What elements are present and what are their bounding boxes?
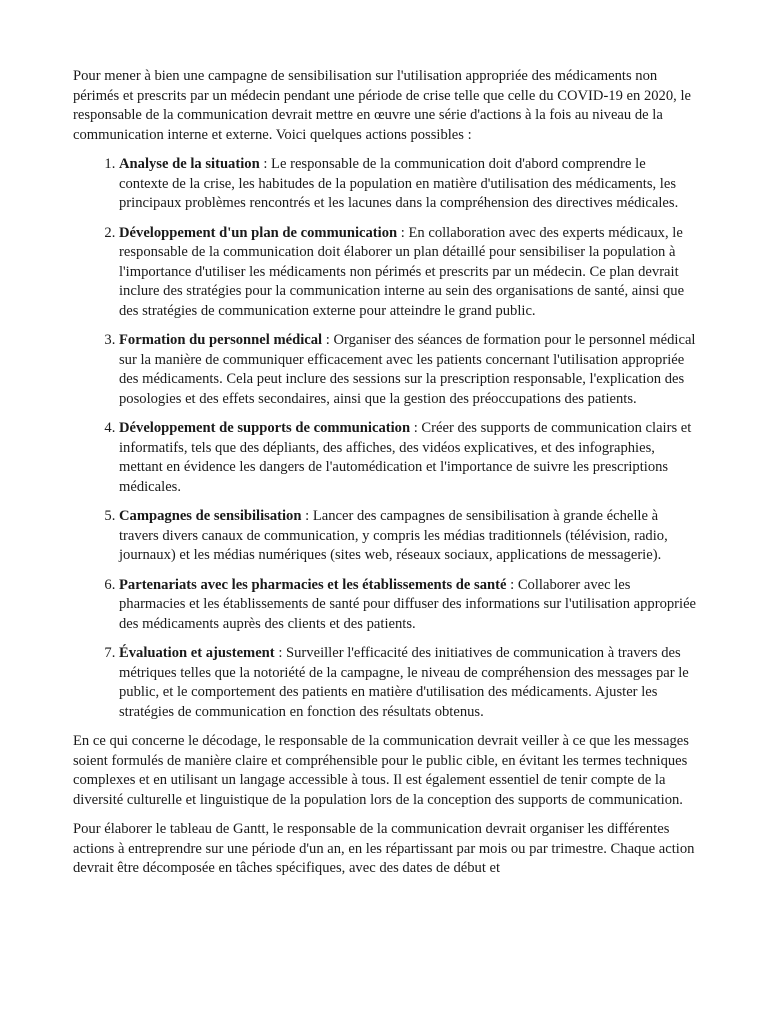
- list-item: [119, 576, 698, 635]
- action-text: : Surveiller l'efficacité des initiatives de communication à travers des métriques telles que la notoriété de la campagne, le niveau de compréhension des messages par le public, et le comportement des patients en matière d'utilisation des médicaments. Ajuster les stratégies de communication en fonction des résultats obtenus.: [119, 645, 689, 720]
- document-page: [73, 67, 698, 889]
- decodage-paragraph: En ce qui concerne le décodage, le responsable de la communication devrait veiller à ce que les messages soient formulés de manière claire et compréhensible pour le public cible, en évitant les termes techniques complexes et en utilisant un langage accessible à tous. Il est également essentiel de tenir compte de la diversité culturelle et linguistique de la population lors de la conception des supports de communication.: [73, 733, 689, 808]
- action-text: : Organiser des séances de formation pour le personnel médical sur la manière de communiquer efficacement avec les patients concernant l'utilisation appropriée des médicaments. Cela peut inclure des sessions sur la prescription responsable, l'explication des posologies et des effets secondaires, ainsi que la gestion des préoccupations des patients.: [119, 332, 696, 407]
- list-item: [119, 644, 698, 722]
- action-title: Développement d'un plan de communication: [119, 224, 398, 241]
- intro-paragraph: Pour mener à bien une campagne de sensibilisation sur l'utilisation appropriée des médicaments non périmés et prescrits par un médecin pendant une période de crise telle que celle du COVID-19 en 2020, le responsable de la communication devrait mettre en œuvre une série d'actions à la fois au niveau de la communication interne et externe. Voici quelques actions possibles :: [73, 68, 691, 143]
- action-text: : Lancer des campagnes de sensibilisation à grande échelle à travers divers canaux de communication, y compris les médias traditionnels (télévision, radio, journaux) et les médias numériques (sites web, réseaux sociaux, applications de messagerie).: [119, 508, 668, 563]
- action-text: : Collaborer avec les pharmacies et les établissements de santé pour diffuser des informations sur l'utilisation appropriée des médicaments auprès des clients et des patients.: [119, 576, 697, 632]
- gantt-paragraph: Pour élaborer le tableau de Gantt, le responsable de la communication devrait organiser les différentes actions à entreprendre sur une période d'un an, en les répartissant par mois ou par trimestre. Chaque action devrait être décomposée en tâches spécifiques, avec des dates de début et: [73, 821, 695, 876]
- action-text: : Le responsable de la communication doit d'abord comprendre le contexte de la crise, les habitudes de la population en matière d'utilisation des médicaments, les principaux problèmes rencontrés et les lacunes dans la compréhension des directives médicales.: [119, 156, 679, 211]
- action-title: Formation du personnel médical: [119, 332, 323, 348]
- action-text: : En collaboration avec des experts médicaux, le responsable de la communication doit élaborer un plan détaillé pour sensibiliser la population à l'importance d'utiliser les médicaments non périmés et prescrits par un médecin. Ce plan devrait inclure des stratégies pour la communication interne au sein des organisations de santé, ainsi que des stratégies de communication externe pour atteindre le grand public.: [119, 224, 685, 319]
- action-title: Partenariats avec les pharmacies et les établissements de santé: [119, 576, 507, 593]
- list-item: [119, 155, 698, 214]
- action-title: Campagnes de sensibilisation: [119, 508, 302, 524]
- list-item: [119, 419, 698, 497]
- list-item: [119, 224, 698, 322]
- action-text: : Créer des supports de communication clairs et informatifs, tels que des dépliants, des affiches, des vidéos explicatives, et des infographies, mettant en évidence les dangers de l'automédication et l'importance de suivre les prescriptions médicales.: [119, 420, 692, 495]
- list-item: [119, 507, 698, 566]
- list-item: [119, 331, 698, 409]
- action-title: Évaluation et ajustement: [119, 645, 275, 661]
- action-title: Analyse de la situation: [119, 156, 260, 172]
- actions-list: [73, 155, 698, 722]
- action-title: Développement de supports de communication: [119, 420, 411, 436]
